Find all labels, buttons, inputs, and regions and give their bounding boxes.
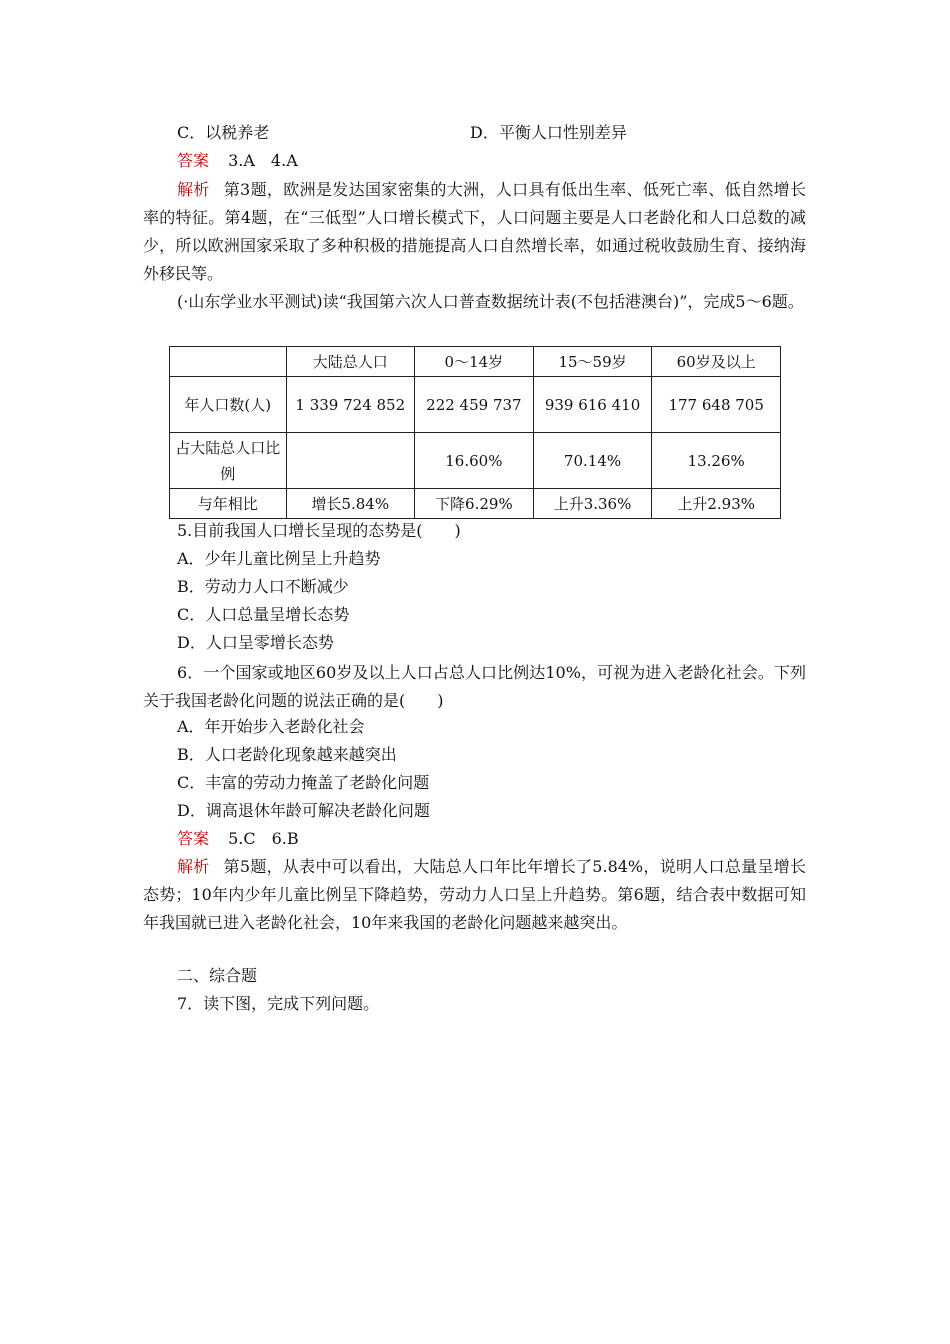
q6-option-a: A．年开始步入老龄化社会 — [177, 717, 365, 736]
table-cell: 上升3.36% — [533, 489, 652, 519]
table-row — [170, 489, 781, 519]
table-cell: 15～59岁 — [533, 347, 652, 377]
table-cell: 增长5.84% — [286, 489, 415, 519]
table-cell: 下降6.29% — [415, 489, 534, 519]
q6-option-d: D．调高退休年龄可解决老龄化问题 — [177, 801, 430, 820]
q6-option-b: B．人口老龄化现象越来越突出 — [177, 745, 397, 764]
analysis-label: 解析 — [177, 180, 210, 199]
table-row — [170, 433, 781, 489]
table-cell — [170, 347, 287, 377]
analysis-text: 第3题，欧洲是发达国家密集的大洲，人口具有低出生率、低死亡率、低自然增长率的特征。第4题，在“三低型”人口增长模式下，人口问题主要是人口老龄化和人口总数的减少，所以欧洲国家采取了多种积极的措施提高人口自然增长率，如通过税收鼓励生育、接纳海外移民等。 — [143, 180, 806, 283]
answer-label: 答案 — [177, 151, 210, 170]
answer-text: 5.C 6.B — [228, 829, 299, 848]
answer-label: 答案 — [177, 829, 210, 848]
table-cell: 939 616 410 — [533, 377, 652, 433]
q5-option-c: C．人口总量呈增长态势 — [177, 605, 350, 624]
q7-stem: 7．读下图，完成下列问题。 — [177, 994, 380, 1013]
table-cell — [286, 433, 415, 489]
q6-option-c: C．丰富的劳动力掩盖了老龄化问题 — [177, 773, 430, 792]
table-cell: 222 459 737 — [415, 377, 534, 433]
analysis-label: 解析 — [177, 857, 210, 876]
answer-line — [177, 829, 299, 849]
table-cell: 年人口数(人) — [170, 377, 287, 433]
q5-option-a: A．少年儿童比例呈上升趋势 — [177, 549, 381, 568]
q5-option-b: B．劳动力人口不断减少 — [177, 577, 349, 596]
answer-line — [177, 151, 298, 171]
table-cell: 13.26% — [652, 433, 781, 489]
analysis-paragraph — [143, 853, 806, 937]
table-cell: 177 648 705 — [652, 377, 781, 433]
q6-stem: 6．一个国家或地区60岁及以上人口占总人口比例达10%，可视为进入老龄化社会。下列关于我国老龄化问题的说法正确的是( ) — [143, 663, 806, 710]
table-header-row — [170, 347, 781, 377]
section-title: 二、综合题 — [177, 966, 258, 985]
table-cell: 上升2.93% — [652, 489, 781, 519]
table-row — [170, 377, 781, 433]
table-cell: 与年相比 — [170, 489, 287, 519]
analysis-paragraph — [143, 176, 806, 288]
q5-stem: 5.目前我国人口增长呈现的态势是( ) — [177, 521, 461, 540]
option-c: C．以税养老 — [177, 123, 270, 142]
table-cell: 1 339 724 852 — [286, 377, 415, 433]
table-cell: 60岁及以上 — [652, 347, 781, 377]
table-cell: 0～14岁 — [415, 347, 534, 377]
question-intro: (·山东学业水平测试)读“我国第六次人口普查数据统计表(不包括港澳台)”，完成5～6题。 — [177, 292, 804, 311]
table-cell: 大陆总人口 — [286, 347, 415, 377]
answer-text: 3.A 4.A — [228, 151, 298, 170]
option-d: D．平衡人口性别差异 — [470, 123, 627, 142]
table-cell: 16.60% — [415, 433, 534, 489]
census-table — [169, 346, 781, 519]
analysis-text: 第5题，从表中可以看出，大陆总人口年比年增长了5.84%，说明人口总量呈增长态势；10年内少年儿童比例呈下降趋势，劳动力人口呈上升趋势。第6题，结合表中数据可知年我国就已进入老龄化社会，10年来我国的老龄化问题越来越突出。 — [143, 857, 806, 932]
table-cell: 占大陆总人口比例 — [170, 433, 287, 489]
table-cell: 70.14% — [533, 433, 652, 489]
q5-option-d: D．人口呈零增长态势 — [177, 633, 334, 652]
